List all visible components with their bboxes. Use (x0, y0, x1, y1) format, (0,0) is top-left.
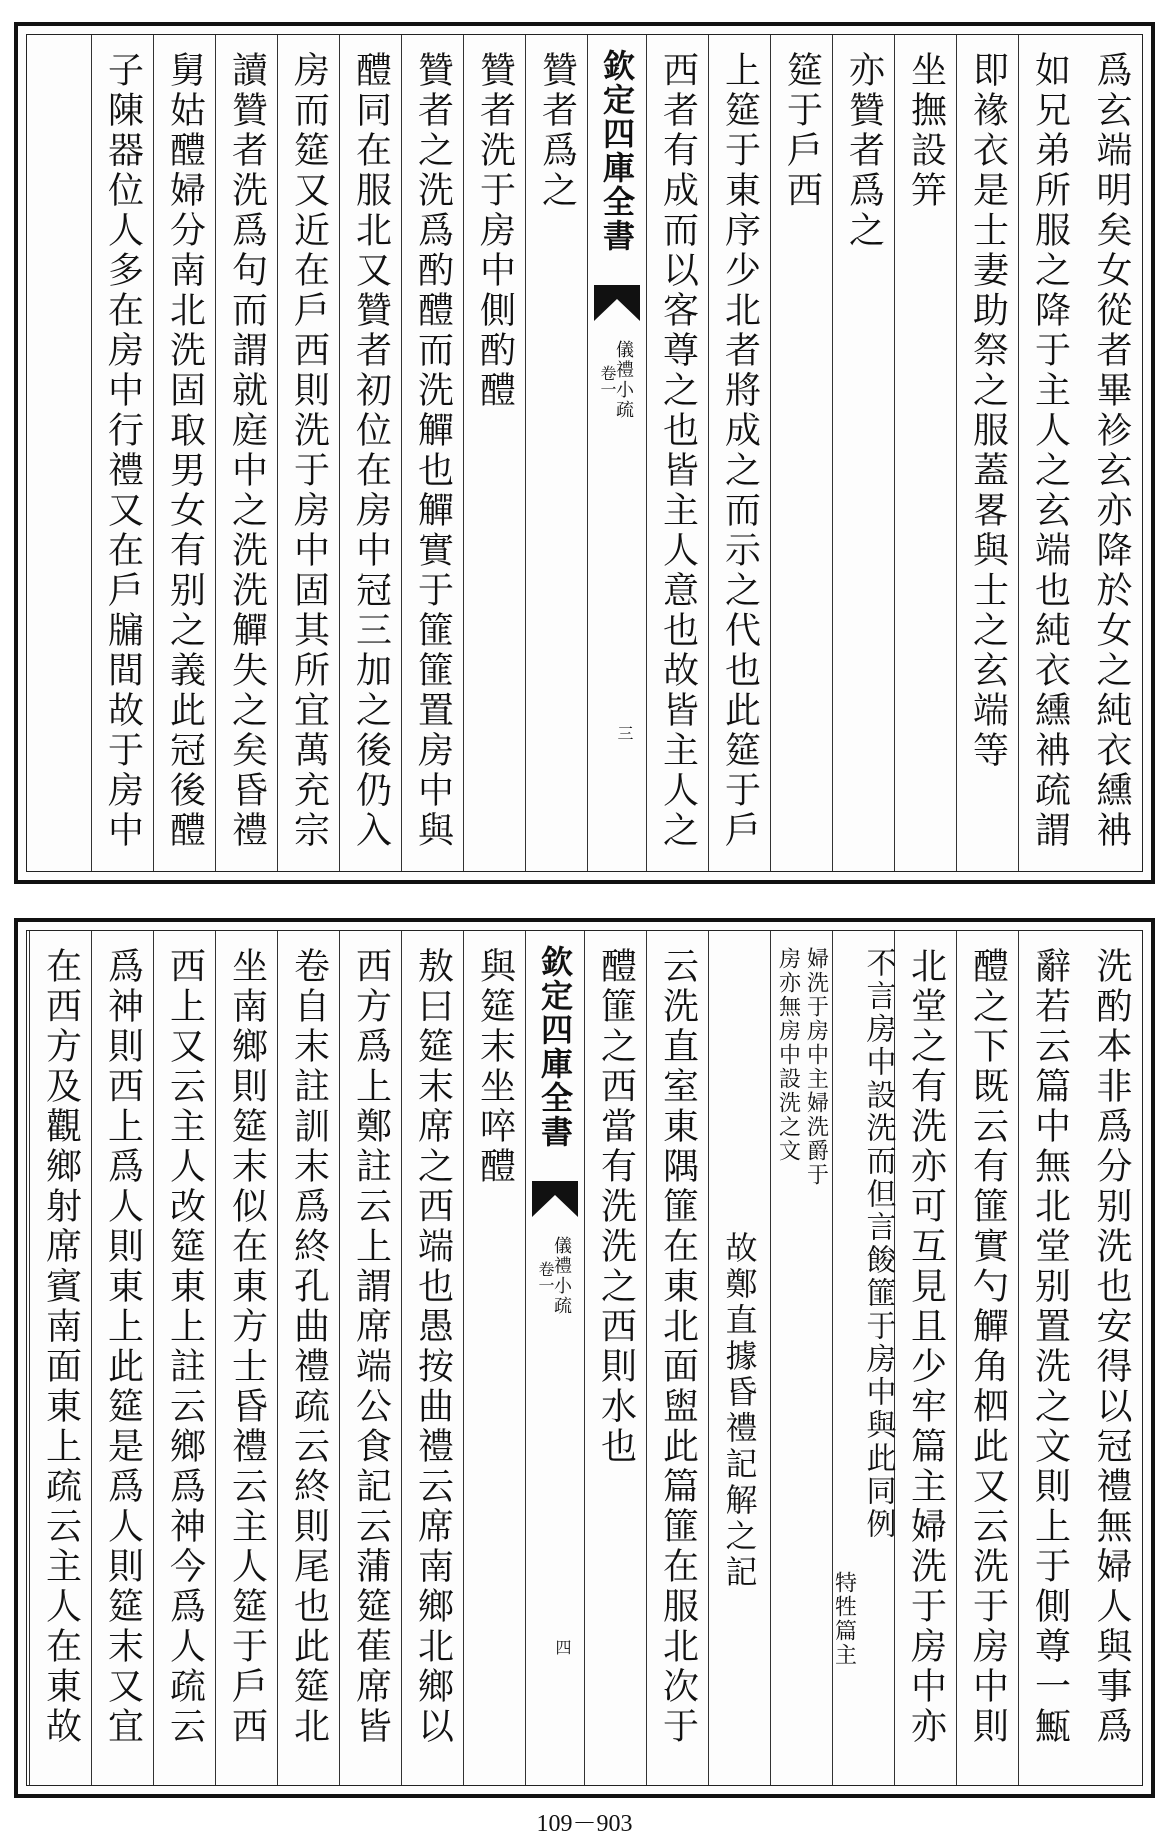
upper-page (14, 22, 1155, 884)
small-annotation: 特牲篇主 (831, 1571, 857, 1667)
upper-page-frame (26, 34, 1143, 872)
text-column (215, 35, 277, 871)
column-text: 子陳器位人多在房中行禮又在戶牖間故于房中 (102, 51, 144, 851)
volume-label: 卷一 (536, 1261, 555, 1293)
column-text: 云洗直室東隅篚在東北面盥此篇篚在服北次于 (657, 947, 699, 1747)
page-number: 三 (615, 725, 634, 741)
text-column (956, 35, 1018, 871)
text-column (153, 931, 215, 1785)
text-column (646, 35, 708, 871)
column-pair (833, 931, 894, 1785)
book-title: 欽定四庫全書 (598, 49, 636, 253)
column-text: 上筵于東序少北者將成之而示之代也此筵于戶 (719, 51, 761, 851)
text-column (832, 35, 894, 871)
column-text: 房而筵又近在戶西則洗于房中固其所宜萬充宗 (288, 51, 330, 851)
lower-page-frame (26, 930, 1143, 1786)
column-text: 亦贊者爲之 (843, 51, 885, 251)
column-text: 如兄弟所服之降于主人之玄端也純衣纁袡疏謂 (1029, 51, 1071, 851)
column-text: 西者有成而以客尊之也皆主人意也故皆主人之 (657, 51, 699, 851)
text-column (277, 931, 339, 1785)
text-column (91, 35, 153, 871)
column-text: 敖曰筵末席之西端也愚按曲禮云席南鄉北鄉以 (412, 947, 454, 1747)
text-column (91, 931, 153, 1785)
column-text: 洗酌本非爲分别洗也安得以冠禮無婦人與事爲 (1091, 947, 1132, 1747)
text-column (463, 35, 525, 871)
text-column (584, 931, 646, 1785)
text-column (894, 35, 956, 871)
column-text: 舅姑醴婦分南北洗固取男女有别之義此冠後醴 (164, 51, 206, 851)
text-column (1018, 931, 1080, 1785)
column-text: 贊者之洗爲酌醴而洗觶也觶實于篚篚置房中與 (412, 51, 454, 851)
text-column (1080, 35, 1142, 871)
text-column-with-note (832, 931, 894, 1785)
column-text: 即褖衣是士妻助祭之服蓋畧與士之玄端等 (967, 51, 1009, 771)
text-column (29, 931, 91, 1785)
column-text: 西上又云主人改筵東上註云鄉爲神今爲人疏云 (164, 947, 206, 1747)
center-banner (525, 931, 584, 1785)
text-column (401, 931, 463, 1785)
text-column (215, 931, 277, 1785)
book-title: 欽定四庫全書 (536, 945, 574, 1149)
text-column (646, 931, 708, 1785)
text-column (339, 35, 401, 871)
column-text: 不言房中設洗而但言餕篚于房中與此同例 (860, 947, 896, 1541)
book-subtitle: 儀禮小疏 (551, 1236, 572, 1316)
text-column (153, 35, 215, 871)
column-text: 北堂之有洗亦可互見且少牢篇主婦洗于房中亦 (905, 947, 947, 1747)
text-column (894, 931, 956, 1785)
text-column (525, 35, 587, 871)
page-number: 四 (553, 1639, 572, 1655)
text-column (956, 931, 1018, 1785)
text-column (401, 35, 463, 871)
column-text: 爲玄端明矣女從者畢袗玄亦降於女之純衣纁袡 (1091, 51, 1132, 851)
column-text: 醴之下既云有篚實勺觶角柶此又云洗于房中則 (967, 947, 1009, 1747)
text-column (770, 35, 832, 871)
fish-tail-ornament-icon (594, 285, 640, 321)
column-text: 贊者爲之 (536, 51, 578, 211)
column-text: 故鄭直據昏禮記解之記 (720, 1231, 759, 1591)
lower-page (14, 918, 1155, 1798)
text-column (1018, 35, 1080, 871)
column-text: 與筵末坐啐醴 (474, 947, 516, 1187)
column-text: 在西方及觀鄉射席賓南面東上疏云主人在東故 (40, 947, 82, 1747)
column-pair (771, 931, 832, 1785)
text-column (708, 931, 770, 1785)
text-column (463, 931, 525, 1785)
upper-columns (27, 35, 1142, 871)
book-subtitle: 儀禮小疏 (613, 340, 634, 420)
column-text: 坐南鄉則筵末似在東方士昏禮云主人筵于戶西 (226, 947, 268, 1747)
volume-label: 卷一 (598, 365, 617, 397)
text-column-with-note (770, 931, 832, 1785)
column-text: 西方爲上鄭註云上謂席端公食記云蒲筵萑席皆 (350, 947, 392, 1747)
column-text: 筵于戶西 (781, 51, 823, 211)
small-annotation: 婦洗于房中主婦洗爵于 (803, 947, 829, 1187)
column-text: 贊者洗于房中側酌醴 (474, 51, 516, 411)
text-column (1080, 931, 1142, 1785)
text-column (708, 35, 770, 871)
lower-columns (27, 931, 1142, 1785)
text-column (339, 931, 401, 1785)
text-column (277, 35, 339, 871)
column-text: 讀贊者洗爲句而謂就庭中之洗洗觶失之矣昏禮 (226, 51, 268, 851)
column-text: 坐撫設笄 (905, 51, 947, 211)
column-text: 醴篚之西當有洗洗之西則水也 (595, 947, 637, 1467)
page-footer-number: 109－903 (536, 1811, 633, 1837)
center-banner (587, 35, 646, 871)
column-text: 爲神則西上爲人則東上此筵是爲人則筵末又宜 (102, 947, 144, 1747)
column-text: 卷自末註訓末爲終孔曲禮疏云終則尾也此筵北 (288, 947, 330, 1747)
fish-tail-ornament-icon (532, 1181, 578, 1217)
column-text: 醴同在服北又贊者初位在房中冠三加之後仍入 (350, 51, 392, 851)
small-annotation: 房亦無房中設洗之文 (775, 947, 801, 1163)
column-text: 辭若云篇中無北堂别置洗之文則上于側尊一甒 (1029, 947, 1071, 1747)
